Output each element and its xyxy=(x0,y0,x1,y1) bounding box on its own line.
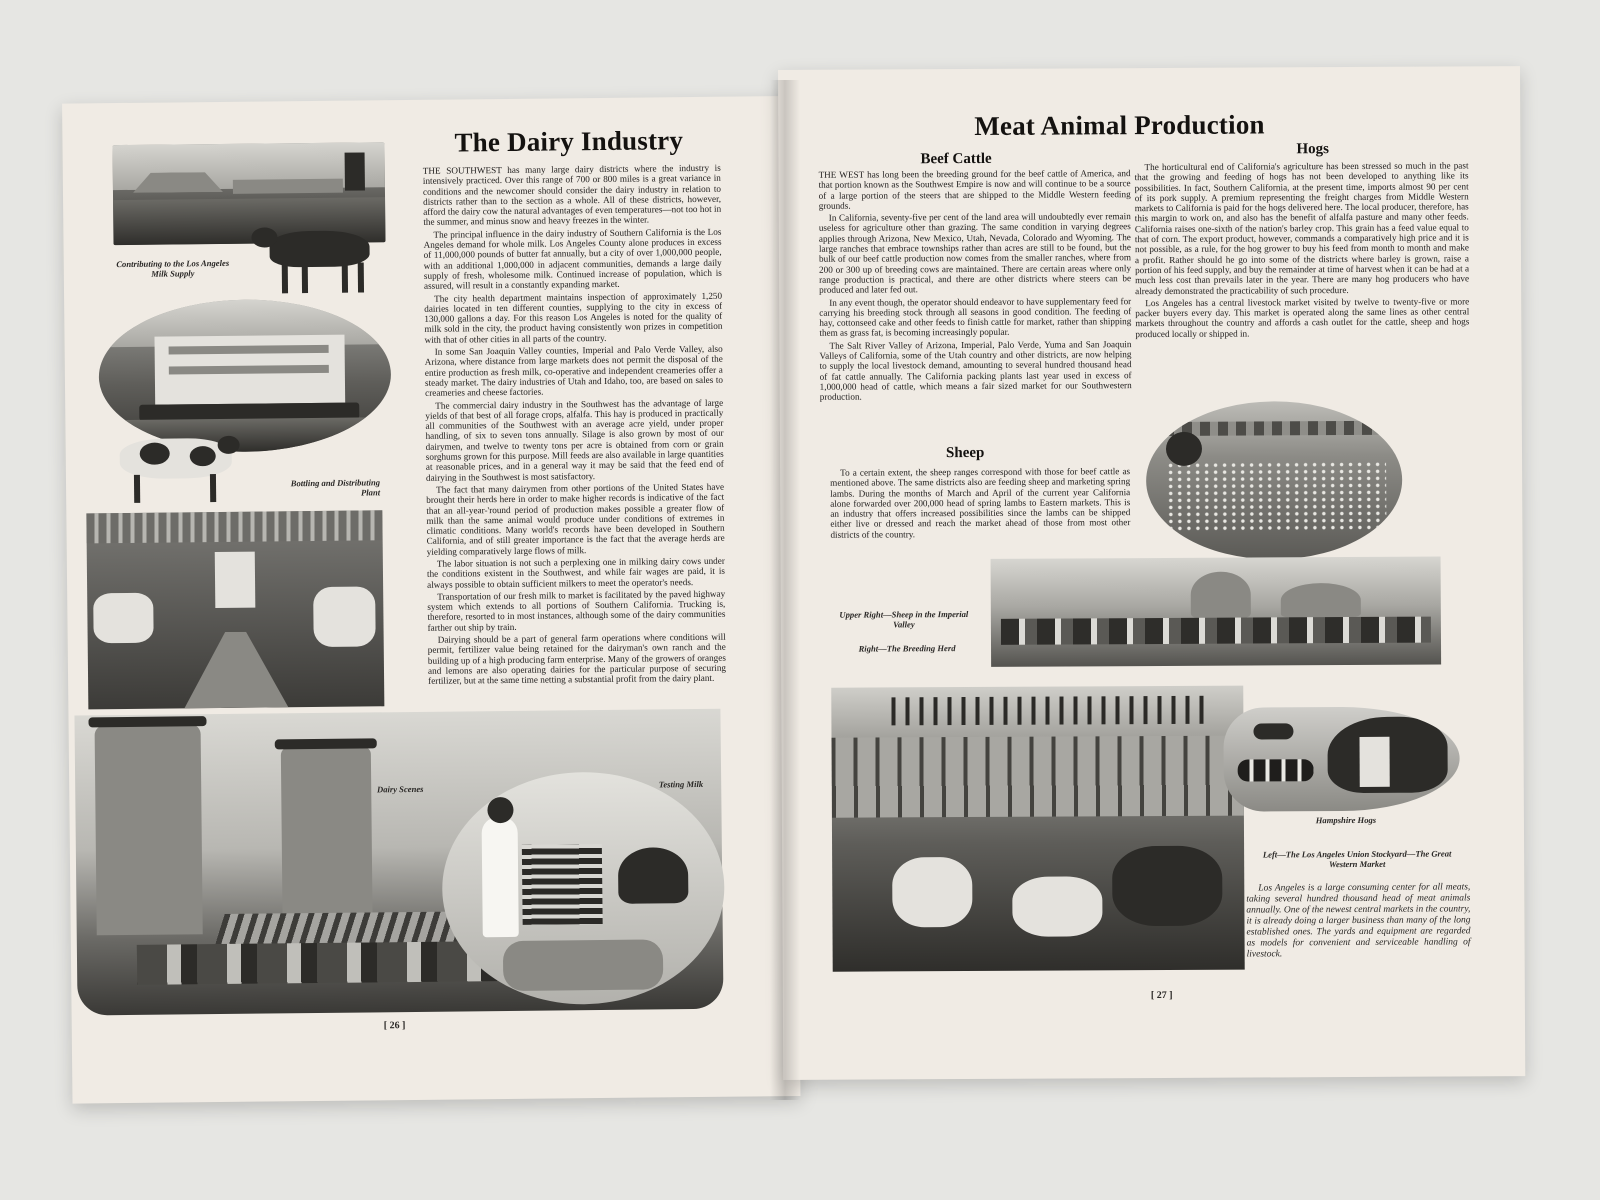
dairy-paragraph: The city health department maintains inspection of approximately 1,250 dairies located in ten different counties, supplying to the city in excess of 130,000 gallons a day. For this reason Los Angeles is noted for the quality of milk sold in the city, the product having consistently won prizes in competition with that of other cities in all parts of the country. xyxy=(424,290,723,345)
heading-beef-cattle: Beef Cattle xyxy=(920,150,992,168)
photo-union-stockyard xyxy=(831,686,1244,972)
page-number-26: [ 26 ] xyxy=(383,1020,406,1032)
dairy-paragraph: The labor situation is not such a perplexing one in milking dairy cows under the conditions existent in the Southwest, and while fair wages are paid, it is always possible to obtain sufficient milkers to meet the operator's needs. xyxy=(426,555,726,590)
caption-testing-milk: Testing Milk xyxy=(658,778,704,790)
caption-sheep-valley: Upper Right—Sheep in the Imperial Valley xyxy=(839,609,969,630)
sheep-paragraph: To a certain extent, the sheep ranges correspond with those for beef cattle as mentioned above. The same districts also are feeding sheep and marketing spring lambs. During the months of March and April of the current year California alone forwarded over 200,000 head of spring lambs to Eastern markets. This is an industry that offers increased possibilities since the lambs can be shipped either live or dressed and reach the market ahead of those from most other districts of the country. xyxy=(830,466,1131,540)
hogs-article-body xyxy=(1134,160,1469,392)
page-number-27: [ 27 ] xyxy=(1150,989,1173,1002)
beef-paragraph: The Salt River Valley of Arizona, Imperial, Palo Verde, Yuma and San Joaquin Valleys of California, some of the Utah country and other districts, are now helping to supply the local livestock demand, amounting to several hundred thousand head of fat cattle annually. The California packing plants last year used in excess of 1,000,000 head of cattle, which means a fair sized market for our Southwestern production. xyxy=(819,338,1132,403)
center-fold xyxy=(770,80,800,1100)
photo-breeding-herd xyxy=(991,557,1442,667)
page-title-meat: Meat Animal Production xyxy=(974,109,1265,141)
dairy-article-body xyxy=(423,163,727,746)
beef-paragraph: THE WEST has long been the breeding ground for the beef cattle of America, and that portion known as the Southwest Empire is now and will continue to be a source of a large portion of the steers that are shipped to the Middle Western feeding grounds. xyxy=(818,168,1131,211)
dairy-paragraph: In some San Joaquin Valley counties, Imperial and Palo Verde Valley, also Arizona, where distance from large markets does not permit the disposal of the entire production as fresh milk, co-operative and independent creameries offer a steady market. The dairy industries of Utah and Idaho, too, are based on sales to creameries and cheese factories. xyxy=(424,343,724,399)
dairy-paragraph: The fact that many dairymen from other portions of the United States have brought their herds here in order to make higher records is indicative of the fact that an all-year-'round period of production makes possible a greater flow of milk than the same animal would produce under conditions of extremes in climatic conditions. Many world's records have been developed in Southern California, and of still greater importance is the fact that the average herds are yielding comparatively large flows of milk. xyxy=(426,481,725,557)
photo-holstein-cow xyxy=(99,432,246,508)
caption-milk-supply: Contributing to the Los Angeles Milk Supply xyxy=(116,257,230,279)
dairy-paragraph: THE SOUTHWEST has many large dairy districts where the industry is intensively practiced. Over this range of 700 or 800 miles is a great variance in conditions and the newcomer should consider the dairy industry in relation to districts rather than to the section as a whole. All of these districts, however, afford the dairy cow the natural advantages of even temperatures—not too hot in the summer, and minus snow and heavy freezes in the winter. xyxy=(422,162,722,228)
hogs-paragraph: The horticultural end of California's agriculture has been stressed so much in the past that the growing and feeding of hogs has not been developed to anything like its possibilities. In fact, Southern California, at the present time, imports almost 90 per cent of its pork supply. A premium representing the freight charges from Middle Western markets to California is paid for the hogs delivered here. The local producer, therefore, has this margin to work on, and also has the benefit of alfalfa pasture and many other feeds. California raises one-sixth of the nation's barley crop. This grain has a feed value equal to that of corn. The export product, however, commands a comparatively high price and it is not possible, as a rule, for the hog grower to buy his feed from month to month and make a profit. Rather should he go into some of the districts where barley is grown, raise a portion of his feed supply, and buy the remainder at time of harvest when it can be had at a much less cost than prevails later in the year. There are many hog producers who have already demonstrated the practicability of such procedure. xyxy=(1134,160,1470,296)
dairy-paragraph: The principal influence in the dairy industry of Southern California is the Los Angeles demand for whole milk. Los Angeles County alone produces in excess of 11,000,000 pounds of butter fat annually, but a city of over 1,000,000 people, with an additional 1,000,000 in adjacent communities, demands a large daily supply of fresh, wholesome milk. Continued increase of population, which is assured, will result in a constantly expanding market. xyxy=(423,226,722,292)
stockyard-description: Los Angeles is a large consuming center for all meats, taking several hundred thousand head of meat animals annually. One of the newest central markets in the country, it is already doing a larger business than many of the long established ones. The yards and equipment are regarded as models for convenient and serviceable handling of livestock. xyxy=(1246,882,1471,960)
photo-milking-barn xyxy=(86,510,384,709)
caption-bottling-plant: Bottling and Distributing Plant xyxy=(290,477,381,498)
hogs-paragraph: Los Angeles has a central livestock market visited by twelve to twenty-five or more packer buyers every day. This market is operated along the same lines as other central markets throughout the country and affords a cash outlet for the cattle, sheep and hogs produced locally or shipped in. xyxy=(1135,296,1470,339)
page-27 xyxy=(778,66,1525,1080)
dairy-paragraph: The commercial dairy industry in the Southwest has the advantage of large yields of that best of all forage crops, alfalfa. This hay is produced in practically all communities of the Southwest with an average acre yield, under proper handling, of six to seven tons annually. Silage is also grown by most of our dairymen, and twelve to twenty tons per acre is obtained from corn or grain sorghums grown for this purpose. Mill feeds are also available in large quantities at reasonable prices, and in a general way it may be said that the feed end of dairying in the Southwest is most satisfactory. xyxy=(425,397,724,483)
caption-breeding-herd: Right—The Breeding Herd xyxy=(858,643,956,654)
dairy-paragraph: Dairying should be a part of general farm operations where conditions will permit, fertilizer value being retained for the dairyman's own ranch and the building up of a high producing farm enterprise. Many of the growers of oranges and lemons are also operating dairies for the particular purpose of securing fertilizer, but at the same time netting a substantial profit from the dairy plant. xyxy=(427,631,727,687)
beef-paragraph: In any event though, the operator should endeavor to have supplementary feed for carrying his breeding stock through all seasons in good condition. The feeding of hay, cottonseed cake and other feeds to finish cattle for market, rather than shipping them as grass fat, is becoming increasingly popular. xyxy=(819,295,1132,339)
heading-hogs: Hogs xyxy=(1296,141,1329,158)
caption-dairy-scenes: Dairy Scenes xyxy=(376,783,424,795)
photo-bottling-plant xyxy=(98,298,392,453)
dairy-paragraph: Transportation of our fresh milk to market is facilitated by the paved highway system which extends to all portions of Southern California. Trucking is, therefore, resorted to in most instances, although some of the dairy communities farther out ship by train. xyxy=(427,588,726,633)
photo-sheep-imperial-valley xyxy=(1146,401,1403,560)
photo-hampshire-hogs xyxy=(1223,706,1460,811)
caption-stockyard: Left—The Los Angeles Union Stockyard—The Great Western Market xyxy=(1262,848,1452,870)
heading-sheep: Sheep xyxy=(945,444,985,462)
photo-jersey-cow xyxy=(241,218,388,298)
sheep-article-body xyxy=(830,466,1131,568)
beef-paragraph: In California, seventy-five per cent of the land area will undoubtedly ever remain useless for agriculture other than grazing. The same condition in varying degrees applies through Arizona, New Mexico, Utah, Nevada, Colorado and Wyoming. The large ranches that embrace townships rather than acres are still to be found, but the bulk of our beef cattle production now comes from the smaller ranches, where from 200 or 300 up of breeding cows are maintained. There are certain areas where only range production is practical, and there are other districts where steers can be produced and later fed out. xyxy=(818,211,1132,296)
beef-article-body xyxy=(819,168,1133,470)
page-title-dairy: The Dairy Industry xyxy=(454,125,684,158)
page-26 xyxy=(62,96,800,1104)
caption-hampshire-hogs: Hampshire Hogs xyxy=(1315,814,1377,826)
